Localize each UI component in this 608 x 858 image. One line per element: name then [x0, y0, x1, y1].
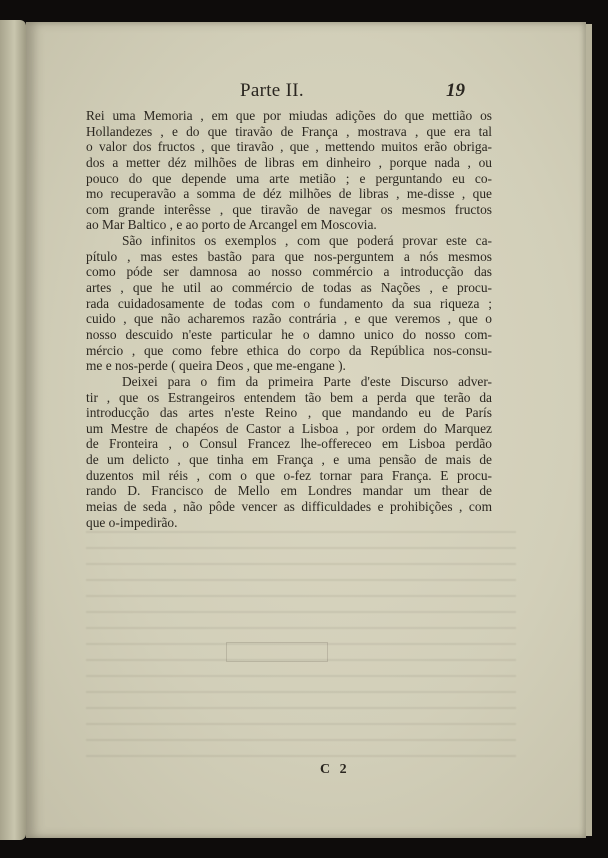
text-line: Hollandezes , e do que tiravão de França , mostrava , que era tal	[86, 123, 492, 139]
text-line: duzentos mil réis , com o que o-fez tornar para França. E procu-	[86, 467, 492, 483]
text-line: nosso descuido n'este particular he o damno unico do nosso com-	[86, 326, 492, 342]
text-line: Rei uma Memoria , em que por miudas adições do que mettião os	[86, 108, 492, 123]
show-through-heading-box	[226, 642, 328, 662]
text-line: de um delicto , que tinha em França , e uma pensão de mais de	[86, 452, 492, 468]
text-line: introducção das artes n'este Reino , que mandando eu de París	[86, 405, 492, 421]
text-line: que o-impedirão.	[86, 514, 178, 530]
text-line: tir , que os Estrangeiros entendem tão bem a perda que terão da	[86, 389, 492, 405]
page-number: 19	[446, 80, 465, 101]
text-line: pítulo , mas estes bastão para que nos-perguntem a nós mesmos	[86, 248, 492, 264]
text-line: artes , que he util ao commércio de todas as Nações , e procu-	[86, 280, 492, 296]
book-page	[26, 22, 586, 838]
signature-mark: C 2	[320, 762, 350, 777]
text-line: o valor dos fructos , que tiravão , que , mettendo muitos erão obriga-	[86, 139, 492, 155]
page-header	[26, 80, 586, 104]
text-line: um Mestre de chapéos de Castor a Lisboa , por ordem do Marquez	[86, 420, 492, 436]
text-line: me e nos-perde ( queira Deos , que me-engane ).	[86, 358, 346, 374]
text-line: mércio , que como febre ethica do corpo da República nos-consu-	[86, 342, 492, 358]
text-line: meias de seda , não pôde vencer as difficuldades e prohibições , com	[86, 499, 492, 515]
text-line: dos a metter déz milhões de libras em dinheiro , porque nada , ou	[86, 154, 492, 170]
text-line: com grande interêsse , que tiravão de navegar os mesmos fructos	[86, 201, 492, 217]
text-line: Deixei para o fim da primeira Parte d'este Discurso adver-	[122, 373, 492, 389]
running-title: Parte II.	[240, 80, 304, 101]
facing-page-edge	[0, 20, 26, 840]
text-line: como póde ser damnosa ao nosso commércio a introducção das	[86, 264, 492, 280]
page-fore-edge	[586, 24, 592, 836]
text-line: mo recuperavão a somma de déz milhões de libras , me-disse , que	[86, 186, 492, 202]
text-line: ao Mar Baltico , e ao porto de Arcangel em Moscovia.	[86, 217, 377, 233]
text-line: de Fronteira , o Consul Francez lhe-offereceo em Lisboa perdão	[86, 436, 492, 452]
text-line: rando D. Francisco de Mello em Londres mandar um thear de	[86, 483, 492, 499]
text-line: pouco do que depende uma arte metião ; e perguntando eu co-	[86, 170, 492, 186]
text-line: cuido , que não acharemos razão contrária , e que veremos , que o	[86, 311, 492, 327]
body-text	[86, 108, 492, 530]
text-line: São infinitos os exemplos , com que poderá provar este ca-	[122, 233, 492, 249]
text-line: rada cuidadosamente de todas com o fundamento da sua riqueza ;	[86, 295, 492, 311]
